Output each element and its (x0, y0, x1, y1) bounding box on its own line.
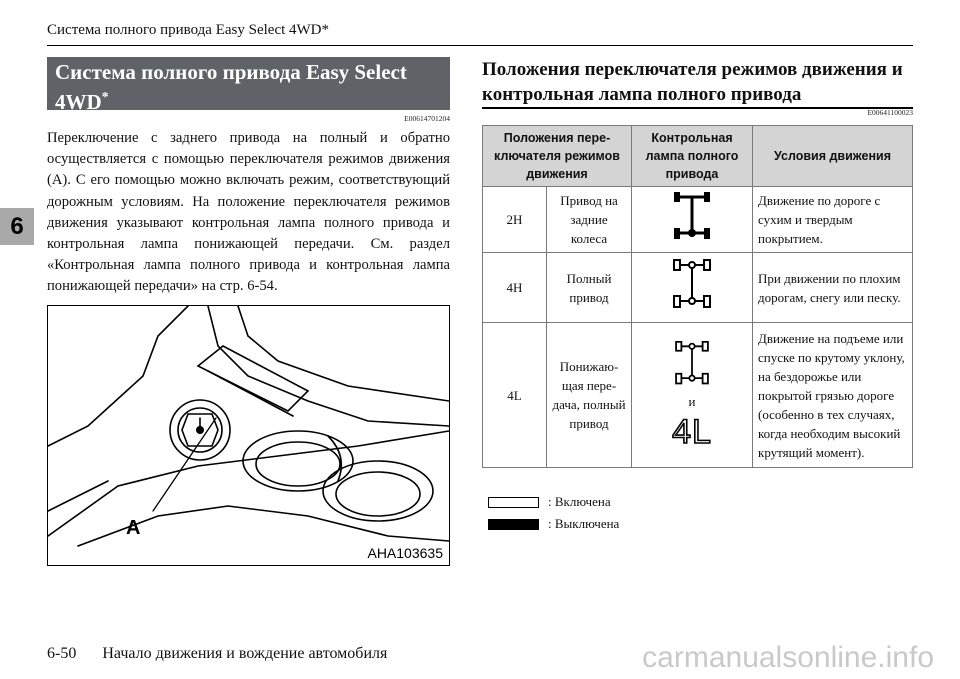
legend-on (488, 494, 611, 510)
callout-a: A (126, 517, 141, 539)
lamp-cell (632, 253, 753, 323)
left-paragraph: Переключение с заднего привода на полный и обратно осуществляется с помощью переключателя режимов движения (A). С его помощью можно включать режим, соответствующий дорожным условиям. На положение переключателя режимов движения указывают контрольная лампа полного привода и контрольная лампа понижающей передачи. См. раздел «Контрольная лампа полного привода и контрольная лампа понижающей передачи» на стр. 6-54. (47, 130, 450, 295)
col-header-condition: Условия движения (753, 126, 913, 187)
page-footer (47, 645, 387, 663)
row-condition: Движение на подъеме или спуске по крутому уклону, на бездорожье или покрытой грязью дороге (особенно в тех случаях, когда необходим высокий крутящий момент). (753, 323, 913, 468)
low-gear-lamp: 4L (672, 412, 712, 451)
drivetrain-icon-4l (672, 341, 712, 387)
legend-off-swatch (488, 519, 539, 530)
lamp-and: и (688, 393, 696, 409)
left-section-heading (47, 57, 450, 114)
page-number: 6-50 (47, 645, 77, 662)
lamp-cell (632, 323, 753, 468)
heading-asterisk: * (101, 90, 109, 105)
right-section-heading: Положения переключателя режимов движения и контрольная лампа полного привода (482, 59, 903, 105)
legend-off-label: : Выключена (548, 516, 620, 531)
switch-knob-center (196, 426, 204, 434)
row-condition: Движение по дороге с сухим и твердым покрытием. (753, 187, 913, 253)
chapter-tab: 6 (0, 208, 34, 245)
page-header-title: Система полного привода Easy Select 4WD* (47, 22, 330, 38)
right-section-code: E00641100023 (867, 108, 913, 117)
row-drive: Привод на задние колеса (547, 187, 632, 253)
left-section-code: E00614701204 (404, 114, 450, 123)
row-drive: Понижающая передача, полный привод (547, 323, 632, 468)
col-header-lamp: Контрольная лампа полного привода (632, 126, 753, 187)
console-illustration (47, 305, 450, 566)
left-heading-text: Система полного привода Easy Select 4WD (55, 60, 407, 114)
legend-on-swatch (488, 497, 539, 508)
footer-section: Начало движения и вождение автомобиля (102, 645, 388, 662)
figure-label: AHA103635 (367, 545, 443, 561)
console-drawing (48, 306, 449, 565)
legend-off (488, 516, 619, 532)
mode-table (482, 125, 913, 468)
row-position: 4L (483, 323, 547, 468)
row-condition: При движении по плохим дорогам, снегу или песку. (753, 253, 913, 323)
table-row (483, 323, 913, 468)
row-position: 2H (483, 187, 547, 253)
table-row (483, 253, 913, 323)
table-row (483, 187, 913, 253)
col-header-position: Положения переключателя режимов движения (483, 126, 632, 187)
header-rule (47, 45, 913, 46)
watermark[interactable]: carmanualsonline.info (642, 641, 934, 674)
row-drive: Полный привод (547, 253, 632, 323)
lamp-cell (632, 187, 753, 253)
drivetrain-icon-4h (672, 259, 712, 311)
row-position: 4H (483, 253, 547, 323)
drivetrain-icon-2h (672, 191, 712, 243)
legend-on-label: : Включена (548, 494, 611, 509)
table-header-row (483, 126, 913, 187)
